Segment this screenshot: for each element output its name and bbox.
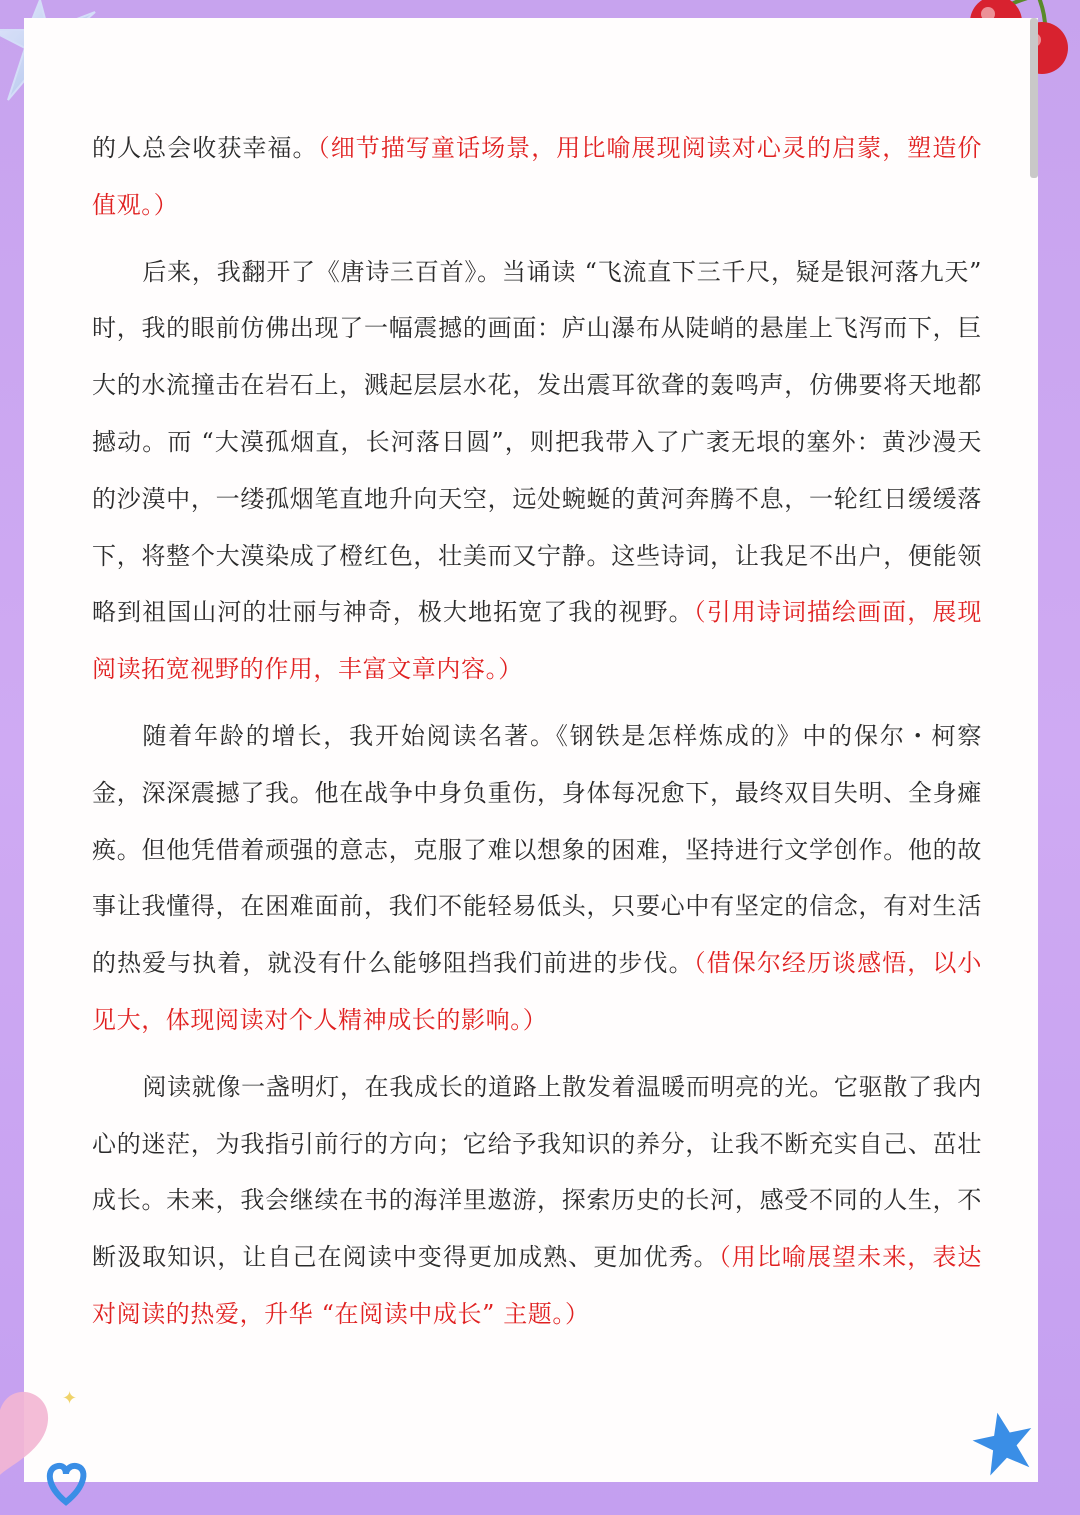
paragraph-3	[92, 708, 982, 1049]
paragraph-text: 的人总会收获幸福。	[92, 134, 318, 162]
essay-body	[92, 120, 982, 1353]
svg-text:✦: ✦	[62, 1388, 78, 1409]
annotation-note: （用比喻展望未来，表达对阅读的热爱，升华 “在阅读中成长” 主题。）	[92, 1243, 983, 1328]
scrollbar[interactable]	[1030, 18, 1038, 178]
paragraph-4	[92, 1059, 982, 1343]
annotation-note: （借保尔经历谈感悟，以小见大，体现阅读对个人精神成长的影响。）	[92, 949, 982, 1034]
paragraph-2	[92, 244, 982, 698]
paragraph-text: 阅读就像一盏明灯，在我成长的道路上散发着温暖而明亮的光。它驱散了我内心的迷茫，为我指引前行的方向；它给予我知识的养分，让我不断充实自己、茁壮成长。未来，我会继续在书的海洋里遨游，探索历史的长河，感受不同的人生，不断汲取知识，让自己在阅读中变得更加成熟、更加优秀。	[92, 1072, 982, 1272]
annotation-note: （引用诗词描绘画面，展现阅读拓宽视野的作用，丰富文章内容。）	[92, 598, 982, 684]
annotation-note: （细节描写童话场景，用比喻展现阅读对心灵的启蒙，塑造价值观。）	[92, 134, 982, 219]
paragraph-1	[92, 120, 982, 234]
paragraph-text: 随着年龄的增长，我开始阅读名著。《钢铁是怎样炼成的》中的保尔・柯察金，深深震撼了我。他在战争中身负重伤，身体每况愈下，最终双目失明、全身瘫痪。但他凭借着顽强的意志，克服了难以想象的困难，坚持进行文学创作。他的故事让我懂得，在困难面前，我们不能轻易低头，只要心中有坚定的信念，有对生活的热爱与执着，就没有什么能够阻挡我们前进的步伐。	[92, 721, 982, 978]
blue-star-decoration	[972, 1410, 1036, 1480]
heart-decoration	[0, 1380, 110, 1515]
paragraph-text: 后来，我翻开了《唐诗三百首》。当诵读 “飞流直下三千尺，疑是银河落九天” 时，我的眼前仿佛出现了一幅震撼的画面：庐山瀑布从陡峭的悬崖上飞泻而下，巨大的水流撞击在岩石上，溅起层层水花，发出震耳欲聋的轰鸣声，仿佛要将天地都撼动。而 “大漠孤烟直，长河落日圆”，则把我带入了广袤无垠的塞外：黄沙漫天的沙漠中，一缕孤烟笔直地升向天空，远处蜿蜒的黄河奔腾不息，一轮红日缓缓落下，将整个大漠染成了橙红色，壮美而又宁静。这些诗词，让我足不出户，便能领略到祖国山河的壮丽与神奇，极大地拓宽了我的视野。	[92, 257, 982, 627]
